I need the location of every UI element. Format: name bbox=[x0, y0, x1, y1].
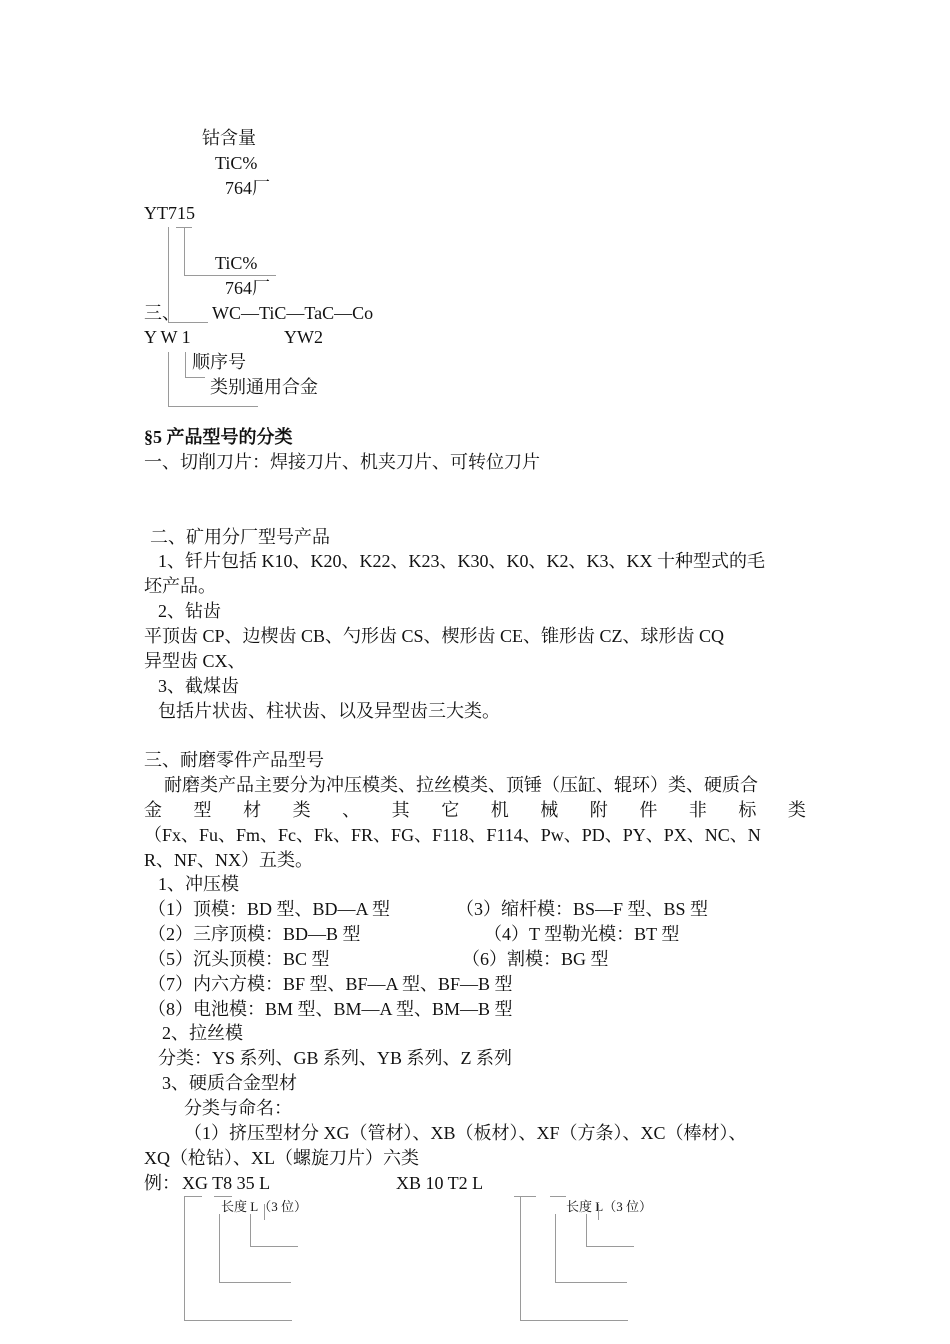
paragraph-char: 械 bbox=[540, 800, 559, 820]
stamping-item: （2）三序顶模：BD—B 型 bbox=[148, 924, 361, 944]
wear-parts-paragraph: 耐磨类产品主要分为冲压模类、拉丝模类、顶锤（压缸、辊环）类、硬质合 bbox=[164, 775, 758, 795]
paragraph-char: 它 bbox=[441, 800, 460, 820]
wire-drawing-series: 分类：YS 系列、GB 系列、YB 系列、Z 系列 bbox=[158, 1048, 513, 1068]
bracket-line bbox=[586, 1214, 587, 1246]
bracket-line bbox=[184, 1320, 292, 1321]
paragraph-char: 非 bbox=[688, 800, 707, 820]
drill-blade-line-cont: 坯产品。 bbox=[144, 576, 216, 596]
length-label: 长度 L（3 位） bbox=[566, 1199, 652, 1214]
paragraph-char: 、 bbox=[342, 800, 361, 820]
bracket-line bbox=[555, 1282, 627, 1283]
stamping-die-title: 1、冲压模 bbox=[158, 874, 239, 894]
type3-prefix: 三、 bbox=[144, 303, 180, 323]
bracket-line bbox=[598, 1204, 599, 1220]
bracket-line bbox=[214, 1196, 232, 1197]
bracket-line bbox=[219, 1214, 220, 1282]
category-general-alloy-label: 类别通用合金 bbox=[210, 377, 318, 397]
stamping-item: （3）缩杆模：BS—F 型、BS 型 bbox=[456, 899, 709, 919]
stamping-item: （8）电池模：BM 型、BM—A 型、BM—B 型 bbox=[148, 999, 513, 1019]
bracket-line bbox=[250, 1246, 298, 1247]
bracket-line bbox=[555, 1214, 556, 1282]
paragraph-char: 附 bbox=[589, 800, 608, 820]
tic-percent-label: TiC% bbox=[215, 253, 258, 273]
bracket-line bbox=[184, 1196, 202, 1197]
tic-percent-label: TiC% bbox=[215, 153, 258, 173]
stamping-item: （6）割模：BG 型 bbox=[462, 949, 609, 969]
example-code-xb: XB 10 T2 L bbox=[396, 1173, 484, 1193]
wear-parts-title: 三、耐磨零件产品型号 bbox=[144, 750, 324, 770]
bracket-line bbox=[250, 1214, 251, 1246]
factory-764-label: 764厂 bbox=[225, 178, 270, 198]
wear-parts-paragraph: R、NF、NX）五类。 bbox=[144, 850, 314, 870]
bracket-line bbox=[586, 1246, 634, 1247]
type3-formula: WC—TiC—TaC—Co bbox=[212, 303, 374, 323]
sequence-number-label: 顺序号 bbox=[192, 352, 246, 372]
paragraph-char: 机 bbox=[490, 800, 509, 820]
wear-parts-paragraph: （Fx、Fu、Fm、Fc、Fk、FR、FG、F118、F114、Pw、PD、PY、PX、NC、N bbox=[144, 825, 761, 845]
carbide-profile-title: 3、硬质合金型材 bbox=[162, 1073, 297, 1093]
grade-yw1: Y W 1 bbox=[144, 327, 191, 347]
bracket-line bbox=[550, 1196, 566, 1197]
wear-parts-paragraph-justified bbox=[144, 798, 806, 822]
extrusion-profile-line-cont: XQ（枪钻）、XL（螺旋刀片）六类 bbox=[144, 1148, 419, 1168]
paragraph-char: 其 bbox=[391, 800, 410, 820]
stamping-item: （7）内六方模：BF 型、BF—A 型、BF—B 型 bbox=[148, 974, 513, 994]
bracket-line bbox=[168, 352, 169, 406]
example-code-xg: XG T8 35 L bbox=[182, 1173, 271, 1193]
stamping-item: （4）T 型勒光模：BT 型 bbox=[484, 924, 680, 944]
factory-764-label: 764厂 bbox=[225, 278, 270, 298]
paragraph-char: 金 bbox=[144, 800, 162, 820]
paragraph-char: 型 bbox=[193, 800, 212, 820]
grade-yt715: YT715 bbox=[144, 203, 195, 223]
paragraph-char: 材 bbox=[243, 800, 262, 820]
bracket-line bbox=[185, 377, 205, 378]
paragraph-char: 类 bbox=[787, 800, 806, 820]
drill-blade-line: 1、钎片包括 K10、K20、K22、K23、K30、K0、K2、K3、KX 十种型式的毛 bbox=[158, 551, 765, 571]
bracket-line bbox=[514, 1196, 536, 1197]
bracket-line bbox=[264, 1204, 265, 1220]
length-label: 长度 L（3 位） bbox=[221, 1199, 307, 1214]
stamping-item: （5）沉头顶模：BC 型 bbox=[148, 949, 330, 969]
coal-teeth-title: 3、截煤齿 bbox=[158, 676, 239, 696]
bracket-line bbox=[168, 406, 258, 407]
wire-drawing-die-title: 2、拉丝模 bbox=[162, 1023, 243, 1043]
paragraph-char: 标 bbox=[738, 800, 757, 820]
bracket-line bbox=[219, 1282, 291, 1283]
example-prefix: 例： bbox=[144, 1173, 180, 1193]
bracket-line bbox=[185, 352, 186, 377]
cutting-blades-line: 一、切削刀片：焊接刀片、机夹刀片、可转位刀片 bbox=[144, 452, 540, 472]
paragraph-char: 类 bbox=[292, 800, 311, 820]
paragraph-char: 件 bbox=[639, 800, 658, 820]
cobalt-content-label: 钴含量 bbox=[202, 128, 256, 148]
stamping-item: （1）顶模：BD 型、BD—A 型 bbox=[148, 899, 391, 919]
extrusion-profile-line: （1）挤压型材分 XG（管材）、XB（板材）、XF（方条）、XC（棒材）、 bbox=[184, 1123, 747, 1143]
classification-naming-label: 分类与命名： bbox=[184, 1098, 292, 1118]
bracket-line bbox=[184, 227, 185, 275]
mining-products-title: 二、矿用分厂型号产品 bbox=[150, 527, 330, 547]
section-5-title: §5 产品型号的分类 bbox=[144, 427, 293, 447]
bracket-line bbox=[184, 1196, 185, 1320]
drill-teeth-line-cont: 异型齿 CX、 bbox=[144, 651, 246, 671]
bracket-line bbox=[520, 1196, 521, 1320]
drill-teeth-line: 平顶齿 CP、边楔齿 CB、勺形齿 CS、楔形齿 CE、锥形齿 CZ、球形齿 CQ bbox=[144, 626, 725, 646]
coal-teeth-description: 包括片状齿、柱状齿、以及异型齿三大类。 bbox=[158, 701, 500, 721]
grade-yw2: YW2 bbox=[284, 327, 323, 347]
drill-teeth-title: 2、钻齿 bbox=[158, 601, 221, 621]
bracket-line bbox=[520, 1320, 628, 1321]
